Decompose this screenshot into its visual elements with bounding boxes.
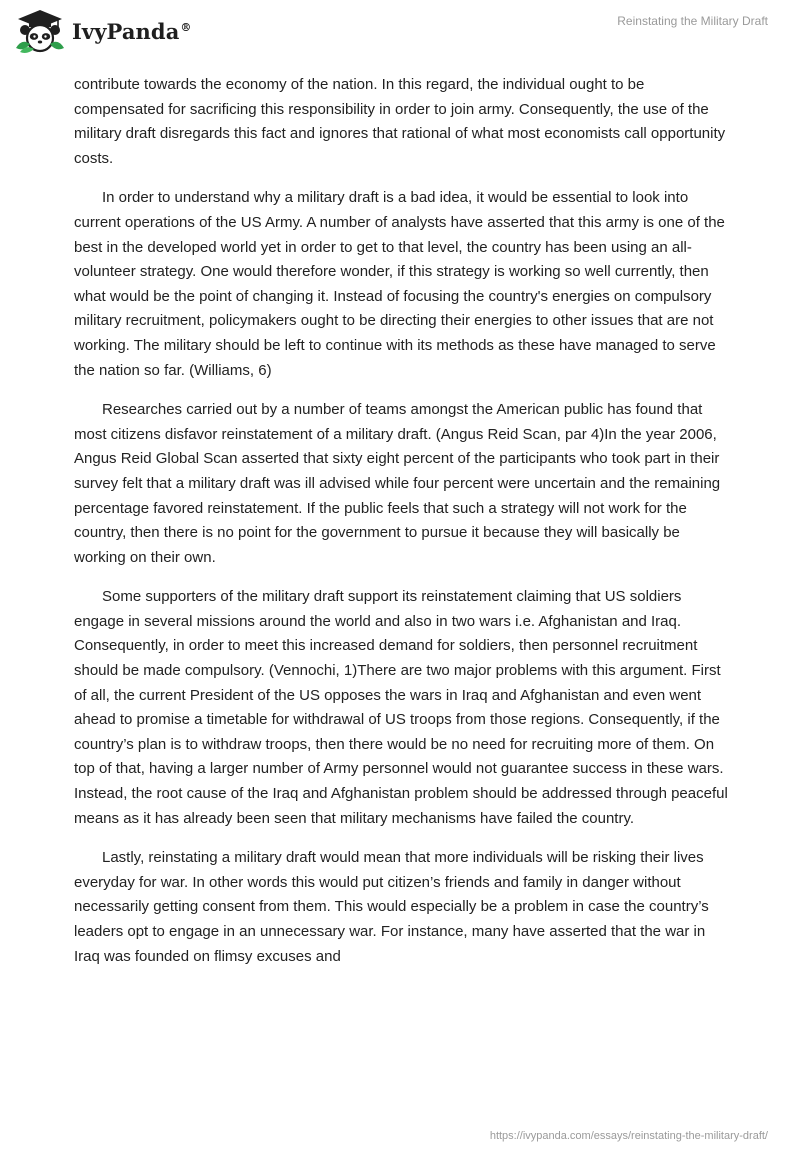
- paragraph: Some supporters of the military draft support its reinstatement claiming that US soldiers engage in several missions around the world and also in two wars i.e. Afghanistan and Iraq. Consequently, in order to meet this increased demand for soldiers, then personnel recruitment should be made compulsory. (Vennochi, 1)There are two major problems with this argument. First of all, the current President of the US opposes the wars in Iraq and Afghanistan and even went ahead to promise a timetable for withdrawal of US troops from those regions. Consequently, if the country’s plan is to withdraw troops, then there would be no need for recruiting more of them. On top of that, having a larger number of Army personnel would not guarantee success in these wars. Instead, the root cause of the Iraq and Afghanistan problem should be addressed through peaceful means as it has already been seen that military mechanisms have failed the country.: [74, 588, 728, 827]
- page-header: [0, 0, 800, 64]
- essay-body: [74, 73, 730, 984]
- logo-wordmark: IvyPanda®: [72, 18, 192, 44]
- paragraph: contribute towards the economy of the nation. In this regard, the individual ought to be compensated for sacrificing this responsibility in order to join army. Consequently, the use of the military draft disregards this fact and ignores that rational of what most economists call opportunity costs.: [74, 76, 726, 167]
- panda-graduate-icon: [14, 8, 66, 54]
- paragraph: Lastly, reinstating a military draft would mean that more individuals will be risking their lives everyday for war. In other words this would put citizen’s friends and family in danger without necessarily getting consent from them. This would especially be a problem in case the country’s leaders opt to engage in an unnecessary war. For instance, many have asserted that the war in Iraq was founded on flimsy excuses and: [74, 849, 709, 965]
- source-url[interactable]: https://ivypanda.com/essays/reinstating-the-military-draft/: [489, 1130, 768, 1142]
- paragraph: Researches carried out by a number of teams amongst the American public has found that most citizens disfavor reinstatement of a military draft. (Angus Reid Scan, par 4)In the year 2006, Angus Reid Global Scan asserted that sixty eight percent of the participants who took part in their survey felt that a military draft was ill advised while four percent were uncertain and the remaining percentage favored reinstatement. If the public feels that such a strategy will not work for the country, then there is no point for the government to pursue it because they will basically be working on their own.: [74, 401, 721, 566]
- paragraph: In order to understand why a military draft is a bad idea, it would be essential to look into current operations of the US Army. A number of analysts have asserted that this army is one of the best in the developed world yet in order to get to that level, the country has been using an all-volunteer strategy. One would therefore wonder, if this strategy is working so well currently, then what would be the point of changing it. Instead of focusing the country's energies on compulsory military recruitment, policymakers ought to be directing their energies to other issues that are not working. The military should be left to continue with its methods as these have managed to serve the nation so far. (Williams, 6): [74, 189, 725, 379]
- document-title: Reinstating the Military Draft: [617, 14, 768, 28]
- registered-mark: ®: [180, 20, 192, 34]
- ivypanda-logo[interactable]: [14, 8, 192, 54]
